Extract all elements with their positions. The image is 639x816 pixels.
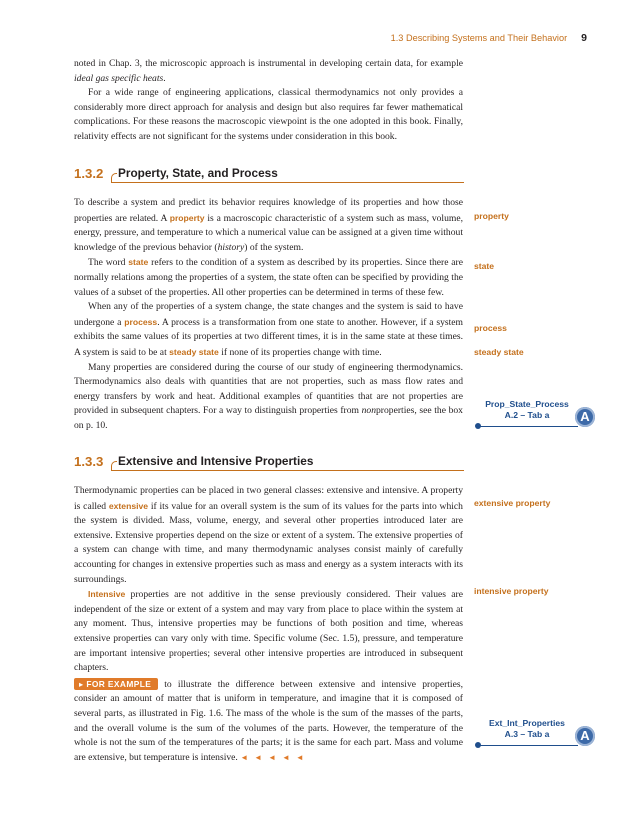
margin-term-state: state [474, 261, 495, 271]
key-term: Intensive [88, 589, 126, 600]
running-head [391, 32, 587, 44]
text-run: ) of the system. [244, 241, 304, 253]
text-run: properties, see the box on p. 10. [74, 405, 463, 431]
italic-run: non [361, 405, 376, 417]
text-run: if its value for an overall system is the sum of its values for the parts into which the system is divided. Mass, volume, energy, and several other properties introduced later are extensive. Extensive properties depend on the size or extent of a system. The extensive properties of a system can change with time, and many thermodynamic analyses consist mainly of carefully accounting for changes in extensive properties such as mass and energy as a system interacts with its surroundings. [74, 500, 463, 585]
intro-text [74, 57, 463, 145]
paragraph [74, 300, 463, 360]
text-run: noted in Chap. 3, the microscopic approach is instrumental in developing certain data, for example [74, 58, 463, 69]
cd-link-prop-state-process[interactable] [475, 399, 595, 433]
italic-run: ideal gas specific heats [74, 72, 164, 84]
cd-link-underline [478, 745, 578, 746]
cd-link-title: Ext_Int_Properties [489, 718, 565, 728]
cd-link-location: A.3 – Tab a [504, 729, 550, 739]
text-run: Many properties are considered during the course of our study of engineering thermodynamics. Thermodynamics also deals with quantities that are not properties, such as mass flow rates and energy transfers by work and heat. Additional examples of quantities that are not properties are provided in subsequent chapters. For a way to distinguish properties from [74, 361, 463, 417]
cd-link-dot-icon [475, 423, 481, 429]
key-term: property [169, 212, 205, 223]
italic-run: history [217, 241, 245, 253]
cd-link-title: Prop_State_Process [485, 399, 569, 409]
section-1-3-2-text [74, 196, 463, 434]
paragraph [74, 196, 463, 255]
cd-link-badge-icon[interactable]: A [575, 407, 595, 427]
running-title: 1.3 Describing Systems and Their Behavior [390, 33, 568, 43]
paragraph [74, 484, 463, 587]
paragraph [74, 587, 463, 676]
text-run: The word [88, 257, 129, 269]
paragraph [74, 361, 463, 434]
section-heading-1-3-2 [74, 164, 464, 188]
cd-link-location: A.2 – Tab a [504, 410, 550, 420]
intro-paragraph-1 [74, 57, 463, 86]
margin-term-intensive-property: intensive property [474, 586, 549, 596]
margin-term-extensive-property: extensive property [474, 498, 551, 508]
cd-link-ext-int-properties[interactable] [475, 718, 595, 752]
cd-link-dot-icon [475, 742, 481, 748]
key-term: steady state [169, 346, 219, 357]
text-run: is a macroscopic characteristic of a system such as mass, volume, energy, pressure, and temperature to which a numerical value can be assigned at a given time without knowledge of the previous behavior ( [74, 212, 464, 253]
margin-term-process: process [474, 323, 507, 333]
cd-link-underline [478, 426, 578, 427]
key-term: state [128, 257, 149, 268]
for-example-tag: ▸ FOR EXAMPLE [74, 678, 158, 690]
heading-rule [111, 182, 464, 183]
section-title: Property, State, and Process [118, 166, 278, 180]
intro-paragraph-2: For a wide range of engineering applications, classical thermodynamics not only provides a considerably more direct approach for analysis and design but also requires far fewer mathematical complications. For these reasons the macroscopic viewpoint is the one adopted in this book. Finally, relativity effects are not significant for the systems under consideration in this book. [74, 87, 463, 142]
text-run: properties are not additive in the sense previously considered. Their values are independent of the size or extent of a system and may vary from place to place within the system at any moment. Thus, intensive properties may be functions of both position and time, whereas extensive properties can vary only with time. Specific volume (Sec. 1.5), pressure, and temperature are important intensive properties; several other intensive properties are introduced in subsequent chapters. [74, 589, 463, 674]
page-number: 9 [581, 32, 587, 44]
text-run: Thermodynamic properties can be placed in two general classes: extensive and intensive. A property is called [74, 485, 463, 512]
paragraph [74, 255, 463, 300]
section-number: 1.3.2 [74, 166, 104, 181]
section-number: 1.3.3 [74, 454, 104, 469]
text-run: To describe a system and predict its behavior requires knowledge of its properties and how those properties are related. A [74, 197, 463, 224]
margin-term-property: property [474, 211, 509, 221]
text-run: When any of the properties of a system change, the state changes and the system is said to have undergone a [74, 301, 463, 328]
text-run: refers to the condition of a system as described by its properties. Since there are normally relations among the properties of a system, the state often can be specified by providing the values of a subset of the properties. All other properties can be determined in terms of these few. [74, 257, 464, 298]
example-paragraph [74, 678, 463, 766]
heading-rule [111, 470, 464, 471]
key-term: extensive [108, 500, 149, 511]
section-heading-1-3-3 [74, 452, 464, 476]
section-1-3-3-text [74, 484, 463, 765]
cd-link-badge-icon[interactable]: A [575, 726, 595, 746]
text-run: to illustrate the difference between extensive and intensive properties, consider an amount of matter that is uniform in temperature, and imagine that it is composed of several parts, as illustrated in Fig. 1.6. The mass of the whole is the sum of the masses of the parts, and the overall volume is the sum of the volumes of the parts. However, the temperature of the whole is not the sum of the temperatures of the parts; it is the same for each part. Mass and volume are extensive, but temperature is intensive. [74, 678, 463, 763]
section-title: Extensive and Intensive Properties [118, 454, 314, 468]
margin-term-steady-state: steady state [474, 347, 524, 357]
text-run: . [163, 72, 166, 84]
text-run: if none of its properties change with time. [218, 346, 382, 358]
end-of-example-marks: ◄ ◄ ◄ ◄ ◄ [240, 752, 306, 762]
key-term: process [124, 316, 158, 327]
text-run: . A process is a transformation from one state to another. However, if a system exhibits the same values of its properties at two different times, it is in the same state at these times. A system is said to be at [74, 316, 464, 358]
